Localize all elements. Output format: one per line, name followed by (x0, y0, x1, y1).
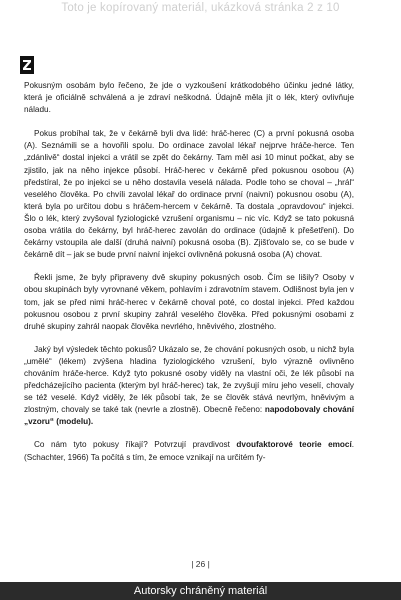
paragraph-text: Pokus probíhal tak, že v čekárně byli dva lidé: hráč-herec (C) a první pokusná osoba (A). Seznámili se a hovořili spolu. Do ordinace zavolal lékař nejprve hráče-herce. Ten „zdánlivě“ dostal injekci a vrátil se zpět do čekárny. Tam měl asi 10 minut počkat, aby se zjistilo, jak na něho injekce působí. Hráč-herec v čekárně před pokusnou osobou (A) předstíral, že po injekci se u něho dostavila veselá nálada. Podle toho se choval – „hrál“ veselého člověka. Po chvíli zavolal lékař do ordinace první (naivní) pokusnou osobu (A), která byla po určitou dobu s hráčem-hercem v čekárně. Ta dostala „opravdovou“ injekci. Šlo o lék, který zvyšoval fyziologické vzrušení organismu – nic víc. Když se tato pokusná osoba vrátila do čekárny, byl hráč-herec zavolán do ordinace (údajně k přešetření). Do čekárny vstoupila ale další (druhá naivní) pokusná osoba (B). Zjišťovalo se, co se bude v čekárně dít – jak se bude první naivní injekcí ovlivněná pokusná osoba (A) chovat. (24, 129, 354, 260)
watermark-text: Toto je kopírovaný materiál, ukázková stránka 2 z 10 (61, 2, 340, 14)
publisher-logo-icon (20, 56, 34, 74)
page-number: | 26 | (191, 559, 210, 569)
emphasis-text: napodobovaly chování „vzoru“ (modelu). (24, 405, 354, 427)
paragraph-text: . (Schachter, 1966) Ta počítá s tím, že emoce vznikají na určitém fy- (24, 440, 355, 462)
paragraph (24, 128, 354, 261)
paragraph-text: Jaký byl výsledek těchto pokusů? Ukázalo se, že chování pokusných osob, u nichž byla „umělé“ (lékem) zvýšena hladina fyziologického vzrušení, bylo výrazně ovlivněno chováním hráče-herce. Když tyto pokusné osoby viděly na vlastní oči, že lék působí na předcházejícího pacienta (kterým byl hráč-herec) tak, že zvyšují míru jeho veselí, chovaly se též veselé. Když viděly, že lék působí tak, že se člověk stává nevrlým, hněvivým a zlostným, chovaly se také tak (nevrle a zlostně). Obecně řečeno: (24, 344, 354, 415)
copyright-footer: Autorsky chráněný materiál (0, 582, 401, 600)
paragraph (24, 80, 354, 116)
paragraph (24, 439, 354, 463)
page-body (24, 80, 354, 464)
paragraph-text: Co nám tyto pokusy říkají? Potvrzují pravdivost (34, 440, 237, 450)
paragraph-text: Pokusným osobám bylo řečeno, že jde o vyzkoušení krátkodobého účinku jedné látky, která je oficiálně schválená a je zdraví neškodná. Údajně měla jít o lék, který ovlivňuje náladu. (24, 81, 354, 115)
paragraph-text: Řekli jsme, že byly připraveny dvě skupiny pokusných osob. Čím se lišily? Osoby v obou skupinách byly vyrovnané věkem, pohlavím i zdravotním stavem. Odlišnost byla jen v tom, jak se před nimi hráč-herec v čekárně choval poté, co dostal injekci. Před každou pokusnou osobou z první skupiny zahrál veselého člověka. Před pokusnými osobami z druhé skupiny zahrál naopak člověka nevrlého, hněvivého, zlostného. (24, 273, 354, 331)
emphasis-text: dvoufaktorové teorie emocí (236, 440, 352, 450)
paragraph (24, 272, 354, 332)
paragraph (24, 344, 354, 429)
